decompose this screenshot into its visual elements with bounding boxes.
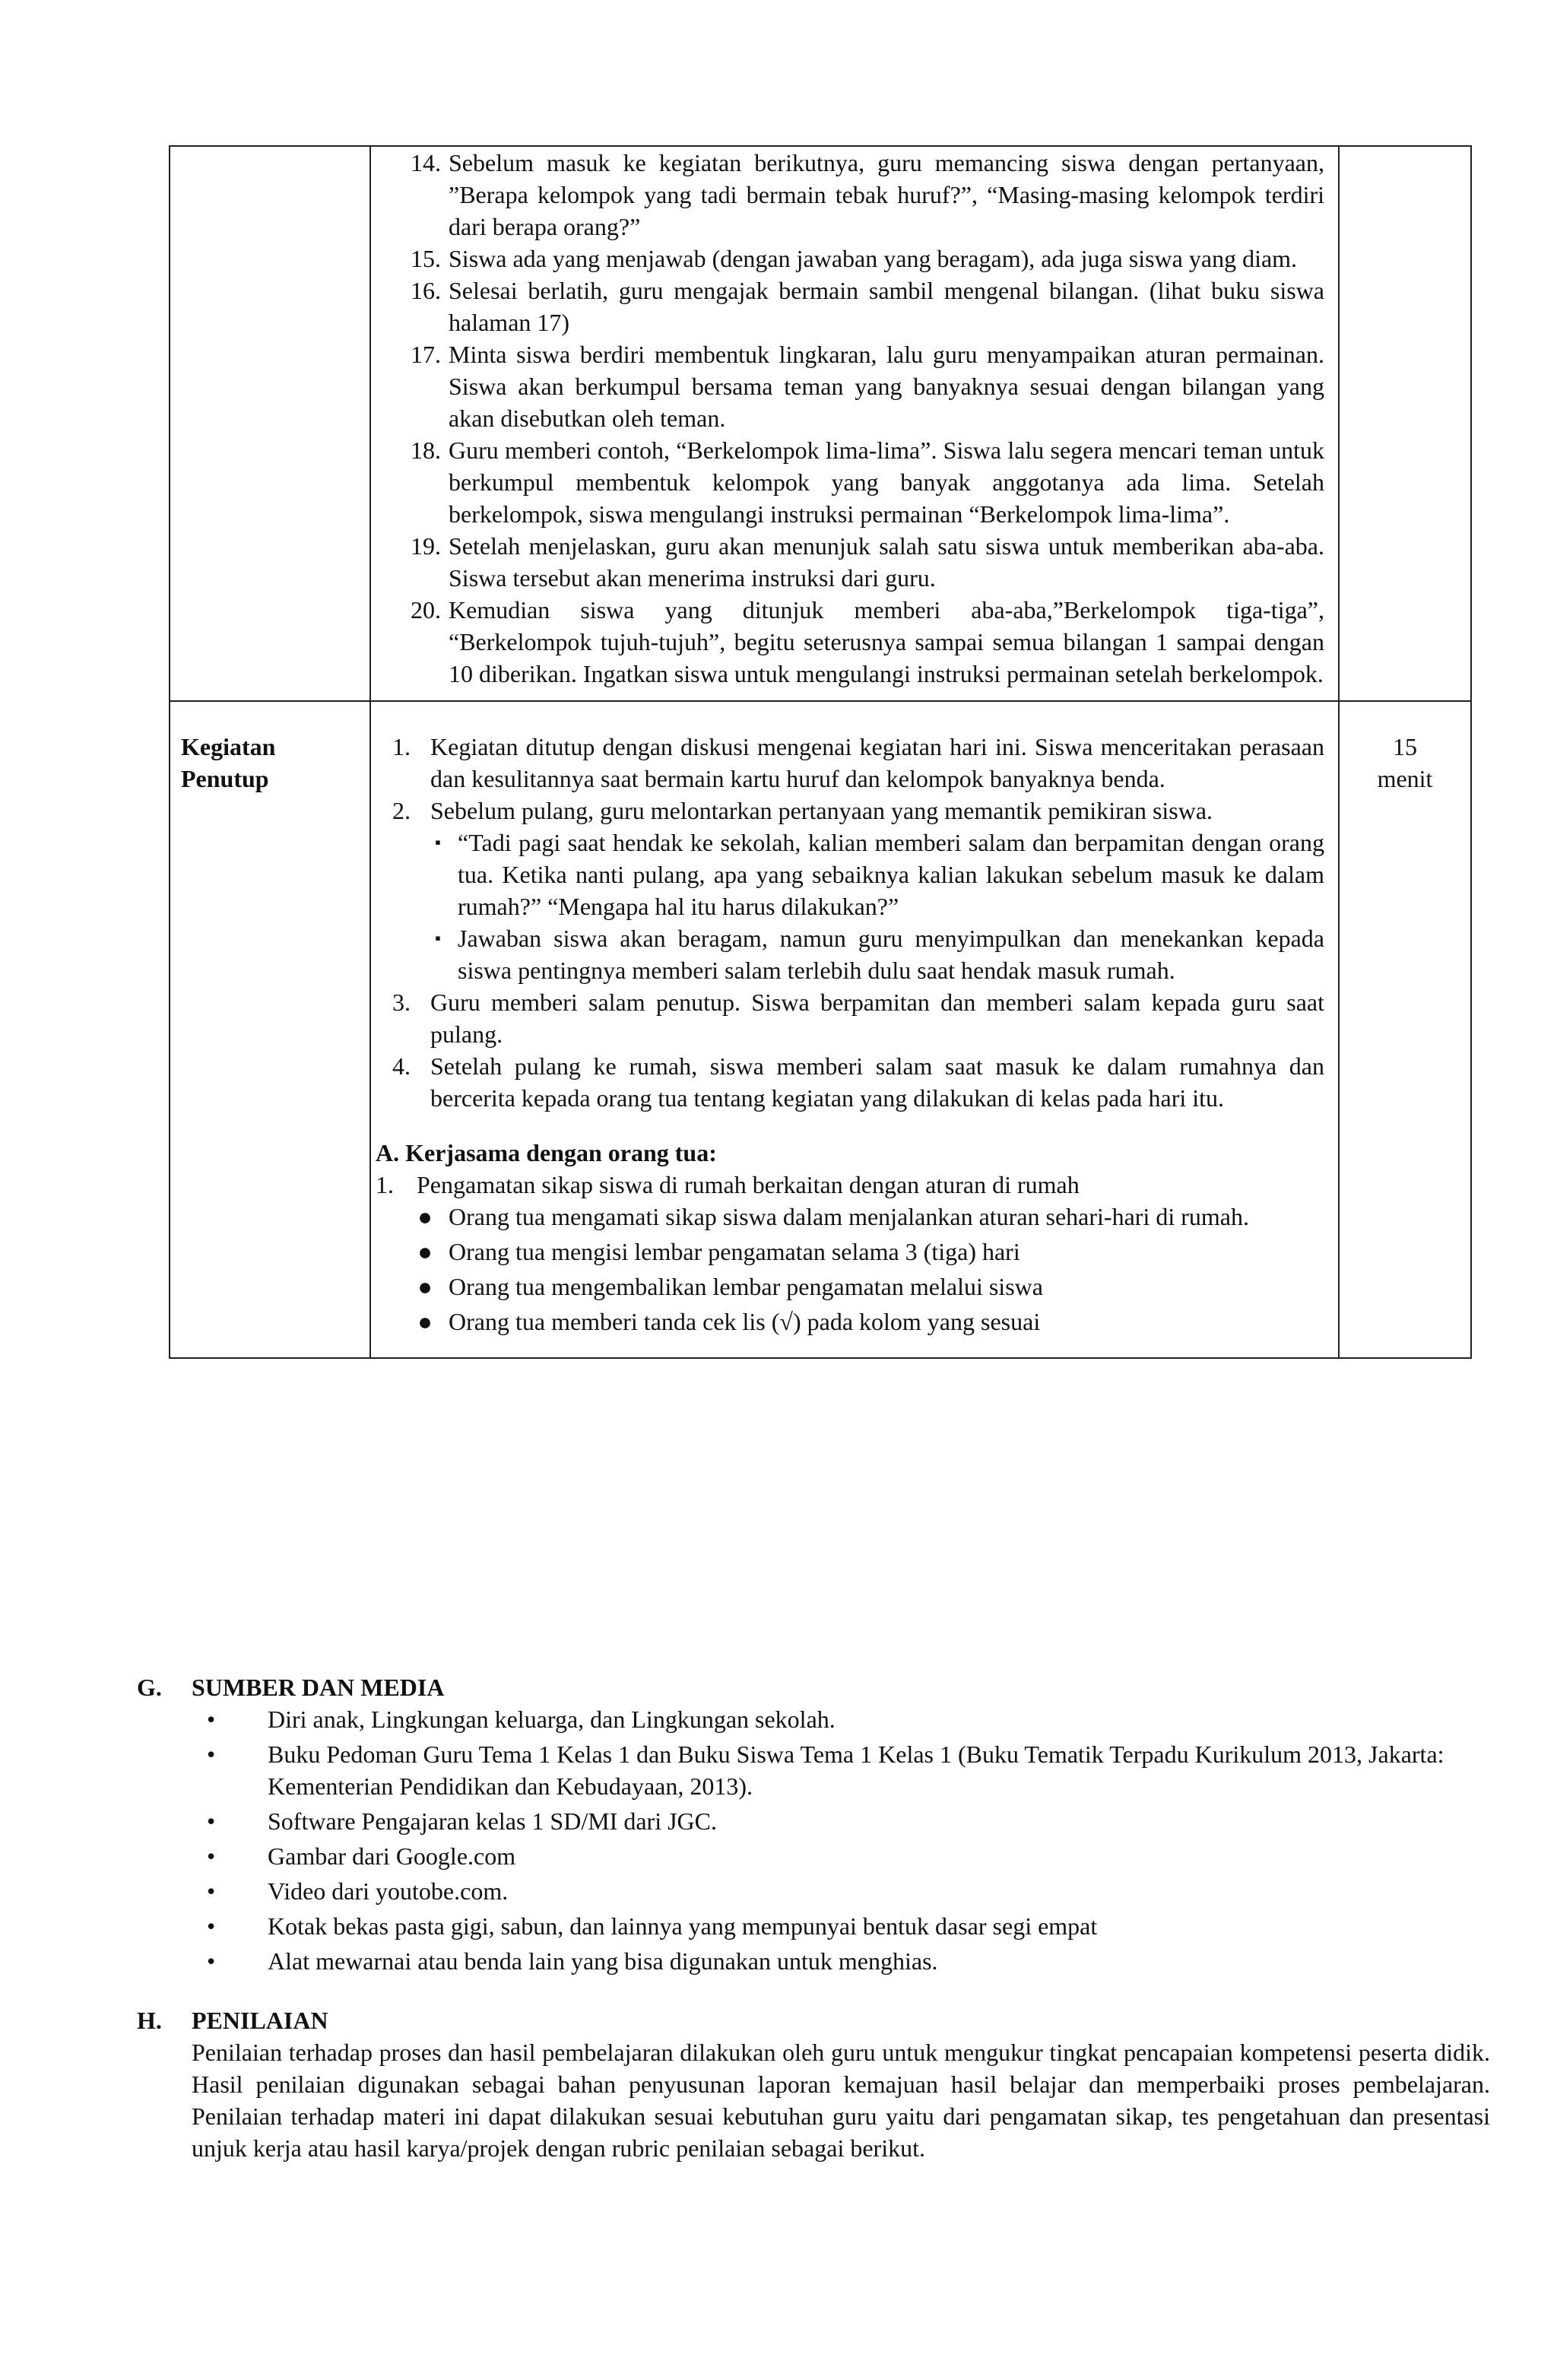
list-item: ▪ “Tadi pagi saat hendak ke sekolah, kalian memberi salam dan berpamitan dengan orang tua. Ketika nanti pulang, apa yang sebaiknya kalian lakukan sebelum masuk ke dalam rumah?” “Mengapa hal itu harus dilakukan?” [418, 827, 1324, 922]
bullet-icon: ● [417, 1308, 433, 1335]
list-item: 15. Siswa ada yang menjawab (dengan jawaban yang beragam), ada juga siswa yang diam. [411, 245, 1298, 272]
section-heading [137, 1671, 1490, 1703]
list-item: • Buku Pedoman Guru Tema 1 Kelas 1 dan Buku Siswa Tema 1 Kelas 1 (Buku Tematik Terpadu Kurikulum 2013, Jakarta: Kementerian Pendidikan dan Kebudayaan, 2013). [137, 1738, 1490, 1802]
bullet-icon: • [207, 1877, 216, 1905]
list-item: ● Orang tua mengembalikan lembar pengamatan melalui siswa [401, 1271, 1324, 1303]
square-bullet-icon: ▪ [435, 928, 441, 947]
bullet-icon: • [207, 1807, 216, 1835]
list-item: 14. Sebelum masuk ke kegiatan berikutnya, guru memancing siswa dengan pertanyaan, ”Berapa kelompok yang tadi bermain tebak huruf?”, “Masing-masing kelompok terdiri dari berapa orang?” [411, 149, 1324, 240]
sumber-media-section [137, 1671, 1490, 1977]
list-item: ● Orang tua mengamati sikap siswa dalam menjalankan aturan sehari-hari di rumah. [401, 1201, 1324, 1233]
activity-label: Kegiatan Penutup [181, 733, 276, 792]
list-item: • Kotak bekas pasta gigi, sabun, dan lainnya yang mempunyai bentuk dasar segi empat [137, 1910, 1490, 1942]
bullet-icon: ● [417, 1203, 433, 1230]
list-item: • Diri anak, Lingkungan keluarga, dan Lingkungan sekolah. [137, 1703, 1490, 1735]
list-item: ● Orang tua mengisi lembar pengamatan selama 3 (tiga) hari [401, 1236, 1324, 1268]
list-item: 2. Sebelum pulang, guru melontarkan pertanyaan yang memantik pemikiran siswa. [392, 797, 1213, 824]
kerjasama-item: 1. Pengamatan sikap siswa di rumah berkaitan dengan aturan di rumah [376, 1171, 1080, 1198]
closing-steps-list-end [371, 986, 1324, 1114]
list-item: 18. Guru memberi contoh, “Berkelompok lima-lima”. Siswa lalu segera mencari teman untuk berkumpul membentuk kelompok yang banyak anggotanya ada lima. Setelah berkelompok, siswa mengulangi instruksi permainan “Berkelompok lima-lima”. [411, 436, 1324, 528]
steps-list-continued [371, 147, 1324, 690]
activity-steps-cell [370, 146, 1339, 701]
closing-steps-list [371, 731, 1324, 827]
list-item: 1. Kegiatan ditutup dengan diskusi mengenai kegiatan hari ini. Siswa menceritakan perasaan dan kesulitannya saat bermain kartu huruf dan kelompok banyaknya benda. [392, 733, 1324, 792]
activity-label-cell [170, 701, 370, 1358]
list-item: • Software Pengajaran kelas 1 SD/MI dari JGC. [137, 1805, 1490, 1837]
list-item: • Gambar dari Google.com [137, 1840, 1490, 1872]
bullet-icon: • [207, 1842, 216, 1870]
duration-value: 15 menit [1377, 733, 1433, 792]
kerjasama-heading: A. Kerjasama dengan orang tua: [376, 1139, 717, 1166]
table-row-continuation [170, 146, 1471, 701]
list-item: 4. Setelah pulang ke rumah, siswa memberi salam saat masuk ke dalam rumahnya dan bercerita kepada orang tua tentang kegiatan yang dilakukan di kelas pada hari itu. [392, 1052, 1324, 1112]
activity-steps-cell [370, 701, 1339, 1358]
duration-cell-empty [1339, 146, 1471, 701]
section-letter: H. [137, 2007, 162, 2034]
bullet-icon: ● [417, 1273, 433, 1300]
section-title: PENILAIAN [192, 2007, 328, 2034]
duration-cell [1339, 701, 1471, 1358]
bullet-icon: • [207, 1912, 216, 1940]
bullet-icon: • [207, 1947, 216, 1975]
list-item: • Alat mewarnai atau benda lain yang bisa digunakan untuk menghias. [137, 1945, 1490, 1977]
lesson-activity-table [169, 145, 1472, 1359]
question-bullets [371, 827, 1324, 986]
square-bullet-icon: ▪ [435, 833, 441, 852]
bullet-icon: • [207, 1706, 216, 1733]
section-title: SUMBER DAN MEDIA [192, 1674, 445, 1701]
list-item: 3. Guru memberi salam penutup. Siswa berpamitan dan memberi salam kepada guru saat pulang. [392, 988, 1324, 1048]
bullet-icon: ● [417, 1238, 433, 1265]
bullet-icon: • [207, 1741, 216, 1768]
list-item: ▪ Jawaban siswa akan beragam, namun guru menyimpulkan dan menekankan kepada siswa pentingnya memberi salam terlebih dulu saat hendak masuk rumah. [418, 922, 1324, 986]
list-item: 19. Setelah menjelaskan, guru akan menunjuk salah satu siswa untuk memberikan aba-aba. Siswa tersebut akan menerima instruksi dari guru. [411, 532, 1324, 592]
activity-label-cell-empty [170, 146, 370, 701]
list-item: 16. Selesai berlatih, guru mengajak bermain sambil mengenal bilangan. (lihat buku siswa halaman 17) [411, 277, 1324, 336]
list-item: ● Orang tua memberi tanda cek lis (√) pada kolom yang sesuai [401, 1306, 1324, 1338]
list-item: • Video dari youtobe.com. [137, 1875, 1490, 1907]
list-item: 20. Kemudian siswa yang ditunjuk memberi aba-aba,”Berkelompok tiga-tiga”, “Berkelompok tujuh-tujuh”, begitu seterusnya sampai semua bilangan 1 sampai dengan 10 diberikan. Ingatkan siswa untuk mengulangi instruksi permainan setelah berkelompok. [411, 596, 1324, 687]
penilaian-paragraph: Penilaian terhadap proses dan hasil pembelajaran dilakukan oleh guru untuk mengukur tingkat pencapaian kompetensi peserta didik. Hasil penilaian digunakan sebagai bahan penyusunan laporan kemajuan hasil belajar dan memperbaiki proses pembelajaran. Penilaian terhadap materi ini dapat dilakukan sesuai kebutuhan guru yaitu dari pengamatan sikap, tes pengetahuan dan presentasi unjuk kerja atau hasil karya/projek dengan rubric penilaian sebagai berikut. [192, 2039, 1490, 2162]
section-letter: G. [137, 1674, 162, 1701]
table-row-penutup [170, 701, 1471, 1358]
kerjasama-bullets [371, 1201, 1324, 1338]
penilaian-section [137, 2004, 1490, 2164]
list-item: 17. Minta siswa berdiri membentuk lingkaran, lalu guru menyampaikan aturan permainan. Siswa akan berkumpul bersama teman yang banyaknya sesuai dengan bilangan yang akan disebutkan oleh teman. [411, 341, 1324, 432]
section-heading [137, 2004, 1490, 2036]
